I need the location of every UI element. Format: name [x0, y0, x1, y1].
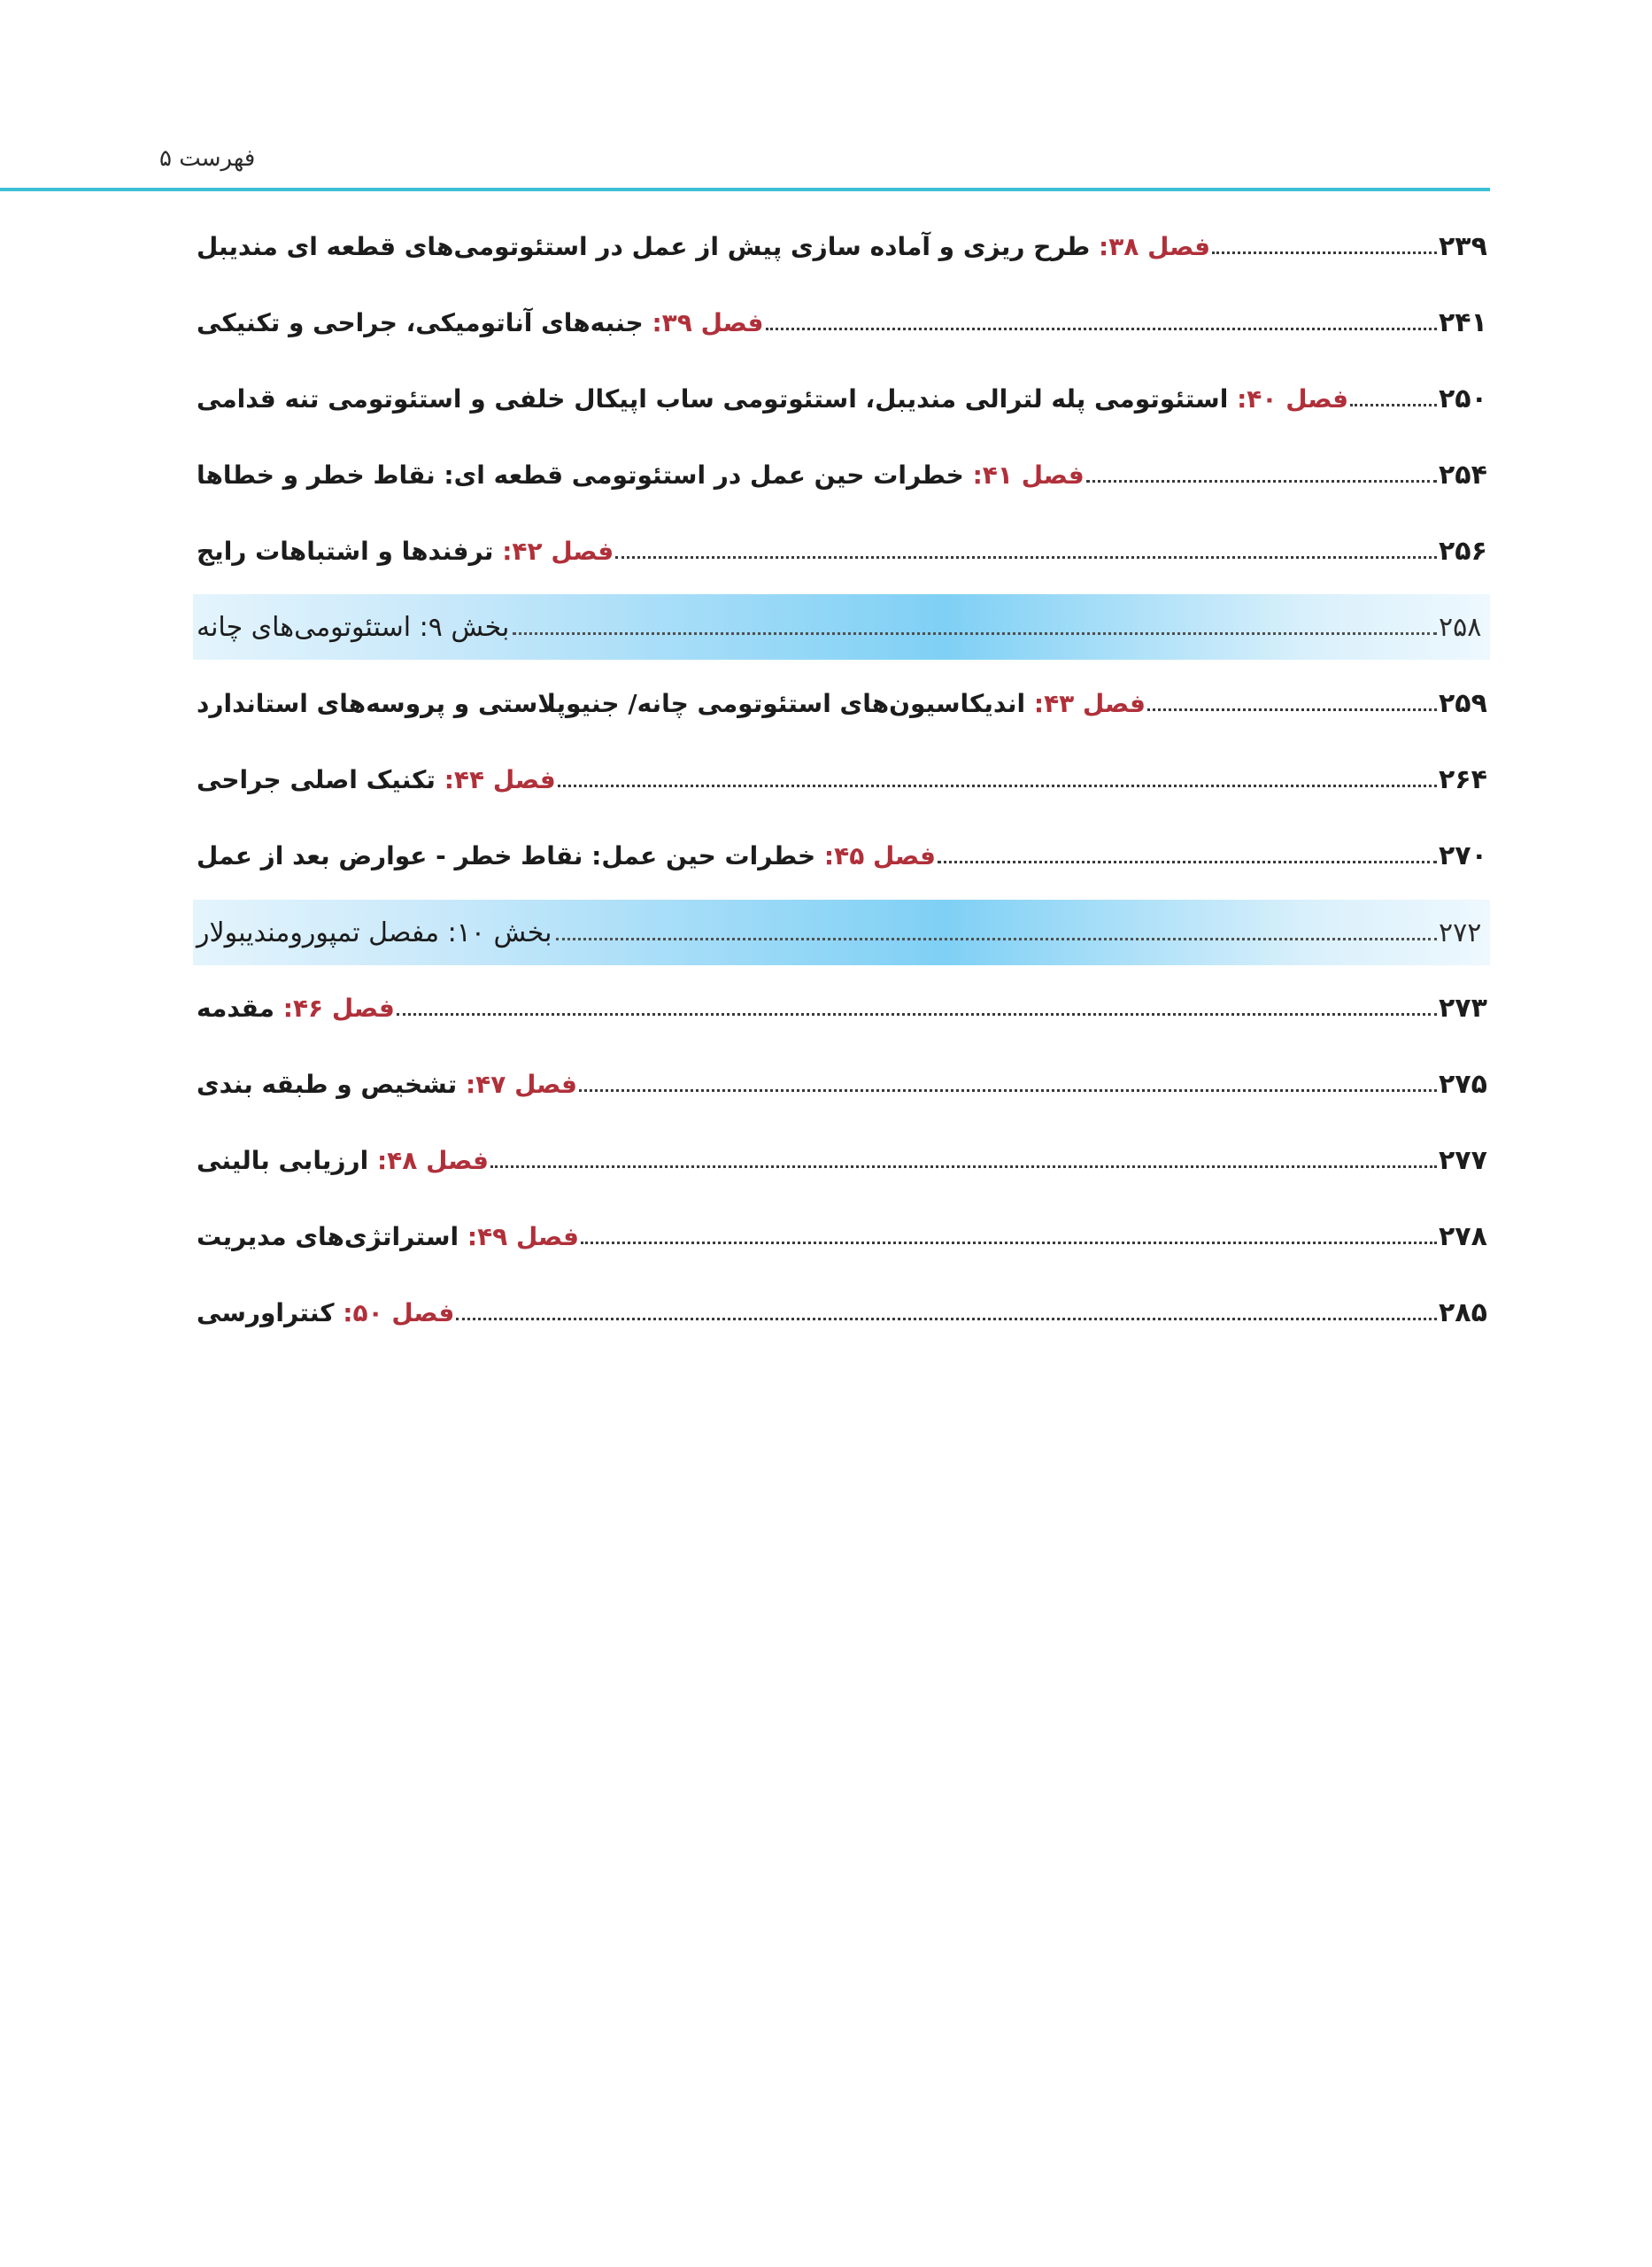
dot-leader — [1086, 480, 1437, 483]
toc-entry-title — [193, 384, 1348, 414]
page-number: ۲۷۰ — [1439, 839, 1487, 871]
toc-entry-title — [193, 232, 1210, 261]
chapter-number: فصل ۴۰: — [1237, 383, 1349, 414]
toc-entry-title — [193, 841, 936, 870]
chapter-title: ترفندها و اشتباهات رایج — [197, 536, 494, 566]
toc-entry-title — [193, 1222, 579, 1251]
page-number: ۲۵۴ — [1439, 459, 1487, 491]
toc-entry-title — [193, 308, 764, 337]
toc-entry-title — [193, 1298, 454, 1327]
chapter-number: فصل ۴۳: — [1033, 688, 1146, 718]
page-number: ۲۳۹ — [1439, 230, 1487, 262]
page-number: ۲۷۸ — [1439, 1220, 1487, 1252]
running-header-label: فهرست ۵ — [159, 145, 256, 172]
dot-leader — [1212, 251, 1437, 254]
page-number: ۲۵۸ — [1439, 611, 1482, 643]
toc-entry-chapter-49[interactable] — [193, 1210, 1490, 1263]
chapter-number: فصل ۴۸: — [376, 1145, 489, 1175]
dot-leader — [615, 556, 1437, 559]
chapter-number: فصل ۳۹: — [652, 307, 764, 337]
dot-leader — [556, 938, 1438, 940]
page-number: ۲۷۷ — [1439, 1144, 1487, 1176]
toc-entry-chapter-46[interactable] — [193, 981, 1490, 1034]
chapter-number: فصل ۴۹: — [467, 1221, 579, 1251]
section-number: بخش ۱۰: — [447, 917, 552, 948]
dot-leader — [1147, 708, 1437, 711]
toc-entry-chapter-47[interactable] — [193, 1057, 1490, 1110]
dot-leader — [1350, 404, 1437, 406]
page-number: ۲۸۵ — [1439, 1296, 1487, 1328]
section-title: مفصل تمپورومندیبولار — [197, 917, 440, 948]
toc-section-title — [193, 917, 554, 948]
page-number: ۲۷۳ — [1439, 992, 1487, 1024]
toc-section-title — [193, 612, 511, 643]
page-header — [0, 0, 1490, 191]
toc-entry-title — [193, 994, 395, 1023]
chapter-title: اندیکاسیون‌های استئوتومی چانه/ جنیوپلاستی و پروسه‌های استاندارد — [197, 688, 1026, 718]
toc-entry-title — [193, 689, 1146, 718]
chapter-number: فصل ۴۶: — [282, 993, 395, 1023]
dot-leader — [513, 632, 1437, 635]
toc-entry-chapter-50[interactable] — [193, 1286, 1490, 1339]
toc-entry-chapter-45[interactable] — [193, 829, 1490, 882]
page-number: ۲۷۲ — [1439, 917, 1482, 948]
toc-section-10[interactable] — [193, 900, 1490, 965]
chapter-number: فصل ۴۲: — [502, 536, 614, 566]
toc-entry-chapter-40[interactable] — [193, 372, 1490, 425]
page-number: ۲۵۶ — [1439, 535, 1487, 567]
dot-leader — [766, 328, 1438, 330]
chapter-title: جنبه‌های آناتومیکی، جراحی و تکنیکی — [197, 307, 644, 337]
section-number: بخش ۹: — [419, 611, 510, 643]
dot-leader — [581, 1242, 1437, 1244]
chapter-title: خطرات حین عمل در استئوتومی قطعه ای: نقاط خطر و خطاها — [197, 460, 964, 490]
dot-leader — [490, 1165, 1437, 1168]
toc-entry-title — [193, 537, 614, 566]
section-title: استئوتومی‌های چانه — [197, 611, 412, 643]
toc-entry-title — [193, 1146, 489, 1175]
chapter-number: فصل ۳۸: — [1099, 231, 1211, 261]
page-number: ۲۶۴ — [1439, 763, 1487, 795]
chapter-title: استراتژی‌های مدیریت — [197, 1221, 459, 1251]
toc-entry-title — [193, 1070, 577, 1099]
chapter-title: مقدمه — [197, 993, 274, 1023]
chapter-title: طرح ریزی و آماده سازی پیش از عمل در استئوتومی‌های قطعه ای مندیبل — [197, 231, 1091, 261]
chapter-number: فصل ۴۷: — [465, 1069, 577, 1099]
toc-entry-chapter-43[interactable] — [193, 677, 1490, 730]
toc-entry-title — [193, 460, 1085, 490]
toc-entry-title — [193, 765, 556, 794]
dot-leader — [579, 1089, 1437, 1092]
chapter-number: فصل ۵۰: — [343, 1297, 455, 1327]
chapter-title: کنتراورسی — [197, 1297, 335, 1327]
chapter-title: تکنیک اصلی جراحی — [197, 764, 436, 794]
toc-section-9[interactable] — [193, 594, 1490, 660]
toc-entry-chapter-42[interactable] — [193, 524, 1490, 577]
toc-entry-chapter-39[interactable] — [193, 296, 1490, 349]
page-number: ۲۵۰ — [1439, 383, 1487, 414]
toc-entry-chapter-38[interactable] — [193, 220, 1490, 273]
chapter-number: فصل ۴۵: — [823, 840, 936, 870]
dot-leader — [456, 1318, 1437, 1320]
page-number: ۲۷۵ — [1439, 1068, 1487, 1100]
dot-leader — [938, 861, 1437, 863]
toc-entry-chapter-44[interactable] — [193, 753, 1490, 806]
toc-entry-chapter-48[interactable] — [193, 1134, 1490, 1187]
chapter-title: استئوتومی پله لترالی مندیبل، استئوتومی ساب اپیکال خلفی و استئوتومی تنه قدامی — [197, 383, 1229, 414]
dot-leader — [558, 785, 1437, 787]
page-number: ۲۵۹ — [1439, 687, 1487, 719]
chapter-number: فصل ۴۱: — [972, 460, 1085, 490]
dot-leader — [397, 1013, 1437, 1016]
page-number: ۲۴۱ — [1439, 306, 1487, 338]
chapter-number: فصل ۴۴: — [444, 764, 556, 794]
chapter-title: تشخیص و طبقه بندی — [197, 1069, 458, 1099]
toc-entry-chapter-41[interactable] — [193, 448, 1490, 501]
chapter-title: ارزیابی بالینی — [197, 1145, 369, 1175]
chapter-title: خطرات حین عمل: نقاط خطر - عوارض بعد از عمل — [197, 840, 816, 870]
